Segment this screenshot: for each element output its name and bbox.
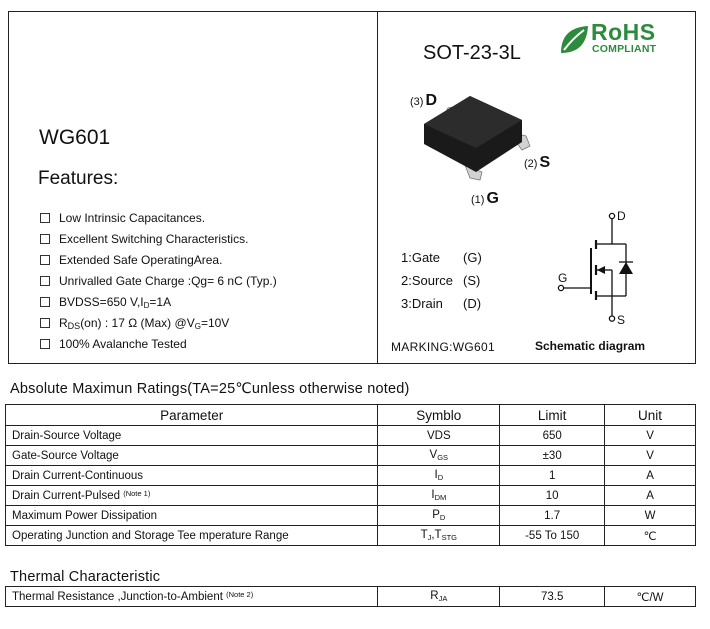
limit-cell: 73.5 — [500, 587, 605, 607]
table-row — [6, 587, 696, 607]
pin-row: 1:Gate (G) — [401, 250, 482, 265]
table-header-row — [6, 405, 696, 426]
symbol-cell: $V_{GS}$ — [378, 446, 500, 466]
unit-cell: ℃ — [605, 526, 696, 546]
unit-cell: W — [605, 506, 696, 526]
pin2-label: (2) S — [524, 154, 551, 171]
symbol-cell: $I_{DM}$ — [378, 486, 500, 506]
checkbox-icon — [40, 234, 50, 244]
abs-max-title: Absolute Maximun Ratings(TA=25℃unless otherwise noted) — [10, 381, 410, 397]
unit-cell: A — [605, 466, 696, 486]
symbol-cell: $I_D$ — [378, 466, 500, 486]
limit-cell: ±30 — [500, 446, 605, 466]
limit-cell: 1 — [500, 466, 605, 486]
feature-item-bvdss: BVDSS=650 $V,I_D=1A$ — [40, 294, 277, 315]
feature-item: Low Intrinsic Capacitances. — [40, 210, 277, 231]
checkbox-icon — [40, 318, 50, 328]
pin-row: 3:Drain (D) — [401, 296, 482, 311]
table-row — [6, 466, 696, 486]
abs-max-table — [5, 404, 696, 546]
pin-row: 2:Source (S) — [401, 273, 481, 288]
pin-legend — [401, 246, 482, 315]
param-cell: Drain Current-Continuous — [6, 466, 378, 486]
thermal-title: Thermal Characteristic — [10, 569, 161, 585]
limit-cell: 1.7 — [500, 506, 605, 526]
part-number: WG601 — [39, 126, 111, 149]
unit-cell: ℃/W — [605, 587, 696, 607]
checkbox-icon — [40, 255, 50, 265]
schematic-s-label: S — [617, 313, 626, 327]
table-row — [6, 506, 696, 526]
feature-item: Extended Safe OperatingArea. — [40, 252, 277, 273]
thermal-table — [5, 586, 696, 607]
limit-cell: 10 — [500, 486, 605, 506]
symbol-cell: $T_J,T_{STG}$ — [378, 526, 500, 546]
symbol-cell: $P_D$ — [378, 506, 500, 526]
unit-cell: A — [605, 486, 696, 506]
pin1-label: (1) G — [471, 190, 499, 207]
features-list — [40, 210, 277, 357]
features-title: Features: — [38, 168, 119, 189]
pin3-label: (3) D — [410, 92, 438, 109]
feature-item: Excellent Switching Characteristics. — [40, 231, 277, 252]
table-row — [6, 426, 696, 446]
param-cell: Operating Junction and Storage Tee mperature Range — [6, 526, 378, 546]
param-cell: Drain Current-Pulsed $^{(Note 1)}$ — [6, 486, 378, 506]
package-name: SOT-23-3L — [423, 42, 521, 64]
param-cell: Gate-Source Voltage — [6, 446, 378, 466]
limit-cell: 650 — [500, 426, 605, 446]
header-limit: Limit — [500, 405, 605, 426]
rohs-subtitle: COMPLIANT — [592, 43, 657, 55]
checkbox-icon — [40, 297, 50, 307]
unit-cell: V — [605, 426, 696, 446]
symbol-cell: $R_{JA}$ — [378, 587, 500, 607]
rohs-badge — [557, 20, 677, 60]
header-symbol: Symblo — [378, 405, 500, 426]
mosfet-schematic — [555, 208, 665, 326]
feature-item-avalanche: 100% Avalanche Tested — [40, 336, 277, 357]
limit-cell: -55 To 150 — [500, 526, 605, 546]
rohs-title: RoHS — [591, 19, 656, 45]
checkbox-icon — [40, 213, 50, 223]
feature-item: Unrivalled Gate Charge :Qg= 6 nC (Typ.) — [40, 273, 277, 294]
param-cell: Maximum Power Dissipation — [6, 506, 378, 526]
schematic-label: Schematic diagram — [535, 339, 646, 353]
param-cell: Drain-Source Voltage — [6, 426, 378, 446]
schematic-g-label: G — [558, 271, 568, 285]
checkbox-icon — [40, 339, 50, 349]
feature-item-rds: $R_{DS}(on)$ : 17 Ω (Max) $@V_G=10V$ — [40, 315, 277, 336]
header-parameter: Parameter — [6, 405, 378, 426]
checkbox-icon — [40, 276, 50, 286]
schematic-d-label: D — [617, 209, 626, 223]
panel-divider — [377, 11, 378, 364]
symbol-cell: VDS — [378, 426, 500, 446]
table-row — [6, 486, 696, 506]
param-cell: Thermal Resistance ,Junction-to-Ambient $^{(Note 2)}$ — [6, 587, 378, 607]
header-unit: Unit — [605, 405, 696, 426]
marking-text: MARKING:WG601 — [391, 340, 495, 354]
unit-cell: V — [605, 446, 696, 466]
table-row — [6, 526, 696, 546]
table-row — [6, 446, 696, 466]
leaf-icon — [557, 23, 591, 57]
